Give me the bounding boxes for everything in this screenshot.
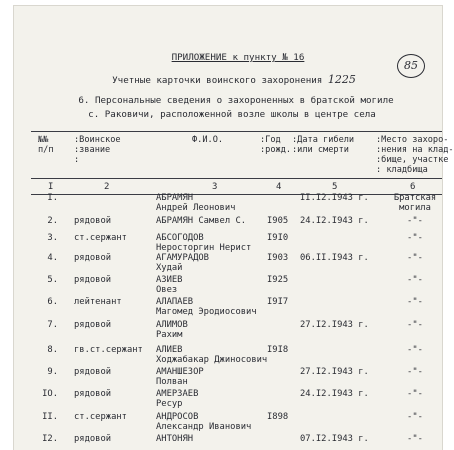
row-number: 3. [47, 233, 58, 243]
column-number-6: 6 [410, 182, 416, 192]
cards-title [20, 73, 448, 86]
surname: АГАМУРАДОВ [156, 253, 209, 263]
surname: АБРАМЯН Самвел С. [156, 216, 247, 226]
birth-year: I9I8 [267, 345, 289, 355]
death-date: 07.I2.I943 г. [300, 434, 369, 444]
section-title-line1: 6. Персональные сведения о захороненных в братской могиле [78, 95, 394, 106]
document-page [14, 6, 454, 450]
rank: рядовой [74, 253, 112, 263]
burial-place: -"- [407, 297, 423, 307]
row-number: IO. [42, 389, 58, 399]
rank: рядовой [74, 216, 112, 226]
row-number: II. [42, 412, 58, 422]
birth-year: I9I0 [267, 233, 289, 243]
page-number-circled: 85 [397, 54, 425, 78]
table-top-rule [31, 131, 442, 132]
death-date: 06.II.I943 г. [300, 253, 369, 263]
rank: рядовой [74, 275, 112, 285]
death-date: 27.I2.I943 г. [300, 320, 369, 330]
header-name: Ф.И.О. [192, 135, 224, 145]
header-num: №№ п/п [38, 135, 54, 155]
surname: АНТОНЯН [156, 434, 194, 444]
death-date: 24.I2.I943 г. [300, 216, 369, 226]
given-names: Полван [156, 377, 188, 387]
row-number: 9. [47, 367, 58, 377]
death-date: 27.I2.I943 г. [300, 367, 369, 377]
rank: лейтенант [74, 297, 122, 307]
burial-place: -"- [407, 434, 423, 444]
death-date: 24.I2.I943 г. [300, 389, 369, 399]
appendix-heading: ПРИЛОЖЕНИЕ к пункту № 16 [171, 52, 305, 63]
birth-year: I898 [267, 412, 289, 422]
row-number: 2. [47, 216, 58, 226]
birth-year: I925 [267, 275, 289, 285]
column-number-5: 5 [332, 182, 338, 192]
rank: ст.сержант [74, 412, 127, 422]
section-title-line2: с. Раковичи, расположенной возле школы в центре села [88, 109, 376, 120]
header-place: :Место захоро- :нения на клад- :бище, участке : кладбища [376, 135, 454, 175]
header-bottom-rule [31, 178, 442, 179]
burial-place: -"- [407, 367, 423, 377]
surname: АМАНШЕЗОР [156, 367, 204, 377]
row-number: 6. [47, 297, 58, 307]
birth-year: I9I7 [267, 297, 289, 307]
column-number-2: 2 [104, 182, 110, 192]
surname: АНДРОСОВ [156, 412, 199, 422]
row-number: 8. [47, 345, 58, 355]
row-number: I2. [42, 434, 58, 444]
burial-place: -"- [407, 320, 423, 330]
header-rank: :Воинское :звание : [74, 135, 121, 165]
given-names: Александр Иванович [156, 422, 252, 432]
surname: АБРАМЯН [156, 193, 194, 203]
burial-place: -"- [407, 389, 423, 399]
row-number: I. [47, 193, 58, 203]
burial-place-line2: могила [399, 203, 431, 213]
cards-title-text: Учетные карточки воинского захоронения [112, 75, 323, 86]
row-number: 7. [47, 320, 58, 330]
given-names: Овез [156, 285, 178, 295]
column-number-3: 3 [212, 182, 218, 192]
given-names: Ресур [156, 399, 183, 409]
burial-place: -"- [407, 253, 423, 263]
surname: АБСОГОДОВ [156, 233, 204, 243]
surname: АМЕРЗАЕВ [156, 389, 199, 399]
burial-place: Братская [393, 193, 437, 203]
column-number-1: I [48, 182, 54, 192]
burial-place: -"- [407, 216, 423, 226]
rank: рядовой [74, 367, 112, 377]
surname: АЗИЕВ [156, 275, 183, 285]
burial-place: -"- [407, 412, 423, 422]
column-number-4: 4 [276, 182, 282, 192]
column-numbers-rule [31, 194, 442, 195]
burial-place: -"- [407, 233, 423, 243]
death-date: II.I2.I943 г. [300, 193, 369, 203]
surname: АЛИЕВ [156, 345, 183, 355]
rank: ст.сержант [74, 233, 127, 243]
header-date: :Дата гибели :или смерти [292, 135, 355, 155]
row-number: 5. [47, 275, 58, 285]
burial-place: -"- [407, 345, 423, 355]
birth-year: I905 [267, 216, 289, 226]
birth-year: I903 [267, 253, 289, 263]
given-names: Худай [156, 263, 183, 273]
surname: АЛАПАЕВ [156, 297, 194, 307]
rank: рядовой [74, 389, 112, 399]
row-number: 4. [47, 253, 58, 263]
rank: рядовой [74, 320, 112, 330]
given-names: Магомед Эродиосович [156, 307, 257, 317]
burial-place: -"- [407, 275, 423, 285]
given-names: Ходжабакар Джиносович [156, 355, 268, 365]
rank: рядовой [74, 434, 112, 444]
surname: АЛИМОВ [156, 320, 188, 330]
given-names: Рахим [156, 330, 183, 340]
header-year: :Год :рожд. [260, 135, 292, 155]
given-names: Андрей Леонович [156, 203, 236, 213]
rank: гв.ст.сержант [74, 345, 143, 355]
given-names: Неросторгин Нерист [156, 243, 252, 253]
handwritten-number: 1225 [327, 73, 356, 86]
